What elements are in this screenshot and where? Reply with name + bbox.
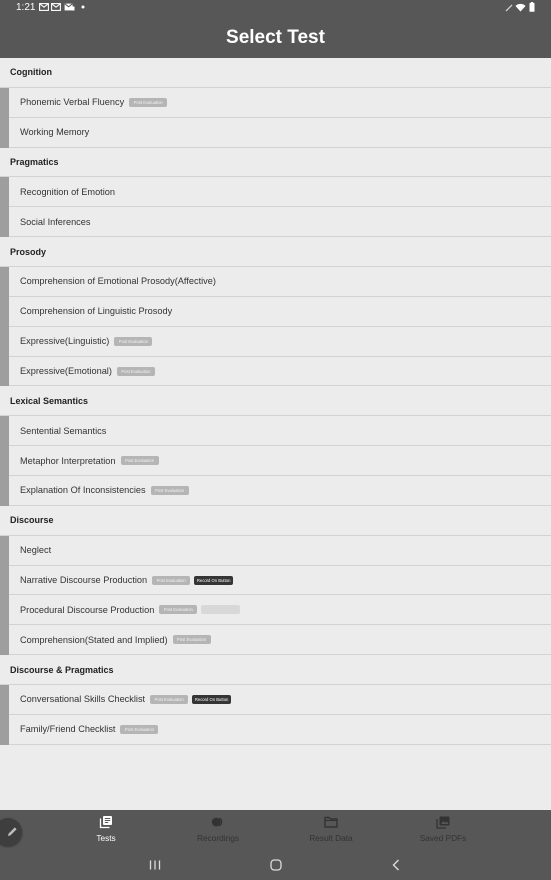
test-item-label: Procedural Discourse Production xyxy=(20,604,155,615)
test-item-comprehension-of-emotional-prosody-affective[interactable] xyxy=(0,267,551,297)
test-item-working-memory[interactable] xyxy=(0,118,551,148)
item-accent-stripe xyxy=(0,536,9,566)
section-title: Prosody xyxy=(10,246,47,257)
test-item-label: Explanation Of Inconsistencies xyxy=(20,485,146,496)
post-evaluation-badge: Post Evaluation xyxy=(120,725,158,734)
section-title: Pragmatics xyxy=(10,157,59,167)
nav-tab-saved-pdfs[interactable] xyxy=(403,810,483,848)
post-evaluation-badge: Post Evaluation xyxy=(173,635,211,644)
messages-icon xyxy=(64,3,75,11)
bottom-nav xyxy=(0,810,551,848)
record-on-button-badge: Record On Button xyxy=(194,576,233,585)
home-button[interactable] xyxy=(266,857,286,873)
nav-tab-label: Recordings xyxy=(197,833,239,843)
back-button[interactable] xyxy=(386,857,406,873)
test-item-narrative-discourse-production[interactable] xyxy=(0,566,551,596)
item-accent-stripe xyxy=(0,416,9,446)
pdf-stack-icon xyxy=(436,815,450,829)
item-accent-stripe xyxy=(0,327,9,357)
test-item-label: Metaphor Interpretation xyxy=(20,455,116,466)
section-title: Discourse & Pragmatics xyxy=(10,664,114,675)
gmail-icon xyxy=(39,3,49,11)
section-header-pragmatics xyxy=(0,148,551,178)
test-item-label: Neglect xyxy=(20,545,52,556)
recents-button[interactable] xyxy=(145,857,165,873)
test-item-neglect[interactable] xyxy=(0,536,551,566)
nav-tab-label: Tests xyxy=(96,833,116,843)
section-header-discourse-pragmatics xyxy=(0,655,551,685)
item-accent-stripe xyxy=(0,446,9,476)
test-item-social-inferences[interactable] xyxy=(0,207,551,237)
post-evaluation-badge: Post Evaluation xyxy=(114,337,152,346)
post-evaluation-badge: Post Evaluation xyxy=(159,605,197,614)
test-item-label: Conversational Skills Checklist xyxy=(20,694,146,705)
test-item-metaphor-interpretation[interactable] xyxy=(0,446,551,476)
item-accent-stripe xyxy=(0,267,9,297)
test-item-procedural-discourse-production[interactable] xyxy=(0,595,551,625)
test-item-conversational-skills-checklist[interactable] xyxy=(0,685,551,715)
post-evaluation-badge: Post Evaluation xyxy=(151,486,189,495)
pencil-icon xyxy=(5,825,19,839)
recordings-icon xyxy=(211,815,225,829)
item-accent-stripe xyxy=(0,207,9,237)
folder-icon xyxy=(324,815,338,829)
notification-dot-icon xyxy=(81,5,85,9)
test-item-recognition-of-emotion[interactable] xyxy=(0,177,551,207)
section-header-lexical-semantics xyxy=(0,386,551,416)
section-title: Discourse xyxy=(10,515,54,526)
nav-tab-label: Saved PDFs xyxy=(419,833,467,843)
section-title: Lexical Semantics xyxy=(10,395,89,406)
test-item-family-friend-checklist[interactable] xyxy=(0,715,551,745)
test-item-label: Comprehension(Stated and Implied) xyxy=(20,634,168,645)
item-accent-stripe xyxy=(0,297,9,327)
item-accent-stripe xyxy=(0,715,9,745)
pen-icon xyxy=(505,4,513,12)
test-item-comprehension-of-linguistic-prosody[interactable] xyxy=(0,297,551,327)
test-item-label: Working Memory xyxy=(20,127,90,138)
test-item-label: Phonemic Verbal Fluency xyxy=(20,97,125,108)
test-item-explanation-of-inconsistencies[interactable] xyxy=(0,476,551,506)
item-accent-stripe xyxy=(0,88,9,118)
item-accent-stripe xyxy=(0,595,9,625)
back-icon xyxy=(392,859,400,871)
nav-tab-result-data[interactable] xyxy=(291,810,371,848)
record-on-button-badge: Record On Button xyxy=(192,695,231,704)
test-item-label: Social Inferences xyxy=(20,216,91,227)
item-accent-stripe xyxy=(0,566,9,596)
item-accent-stripe xyxy=(0,685,9,715)
item-accent-stripe xyxy=(0,118,9,148)
gmail-icon xyxy=(51,3,61,11)
test-item-label: Expressive(Linguistic) xyxy=(20,336,110,347)
wifi-icon xyxy=(515,3,526,12)
test-list xyxy=(0,58,551,745)
nav-tab-recordings[interactable] xyxy=(178,810,258,848)
test-item-label: Family/Friend Checklist xyxy=(20,724,116,735)
test-item-phonemic-verbal-fluency[interactable] xyxy=(0,88,551,118)
section-title: Cognition xyxy=(10,67,52,78)
section-header-prosody xyxy=(0,237,551,267)
item-accent-stripe xyxy=(0,476,9,506)
test-item-expressive-emotional[interactable] xyxy=(0,357,551,387)
test-item-label: Comprehension of Linguistic Prosody xyxy=(20,306,173,317)
nav-tab-tests[interactable] xyxy=(66,810,146,848)
test-item-comprehension-stated-and-implied[interactable] xyxy=(0,625,551,655)
section-header-cognition xyxy=(0,58,551,88)
test-item-label: Comprehension of Emotional Prosody(Affective) xyxy=(20,276,216,287)
test-item-sentential-semantics[interactable] xyxy=(0,416,551,446)
system-nav-bar xyxy=(0,848,551,880)
test-item-label: Expressive(Emotional) xyxy=(20,366,112,377)
nav-tab-label: Result Data xyxy=(309,833,353,843)
section-header-discourse xyxy=(0,506,551,536)
item-accent-stripe xyxy=(0,625,9,655)
post-evaluation-badge: Post Evaluation xyxy=(129,98,167,107)
battery-icon xyxy=(529,2,535,12)
test-item-label: Sentential Semantics xyxy=(20,425,107,436)
status-bar xyxy=(0,0,551,16)
tests-icon xyxy=(99,815,113,829)
test-item-expressive-linguistic[interactable] xyxy=(0,327,551,357)
app-header xyxy=(0,0,551,58)
post-evaluation-badge: Post Evaluation xyxy=(121,456,159,465)
status-time: 1:21 xyxy=(16,2,36,13)
item-accent-stripe xyxy=(0,177,9,207)
post-evaluation-badge: Post Evaluation xyxy=(150,695,188,704)
test-item-label: Narrative Discourse Production xyxy=(20,575,148,586)
post-evaluation-badge: Post Evaluation xyxy=(152,576,190,585)
record-badge-disabled xyxy=(201,605,240,614)
recents-icon xyxy=(149,860,161,870)
post-evaluation-badge: Post Evaluation xyxy=(117,367,155,376)
test-item-label: Recognition of Emotion xyxy=(20,186,115,197)
item-accent-stripe xyxy=(0,357,9,387)
home-icon xyxy=(270,859,282,871)
page-title: Select Test xyxy=(226,27,325,48)
